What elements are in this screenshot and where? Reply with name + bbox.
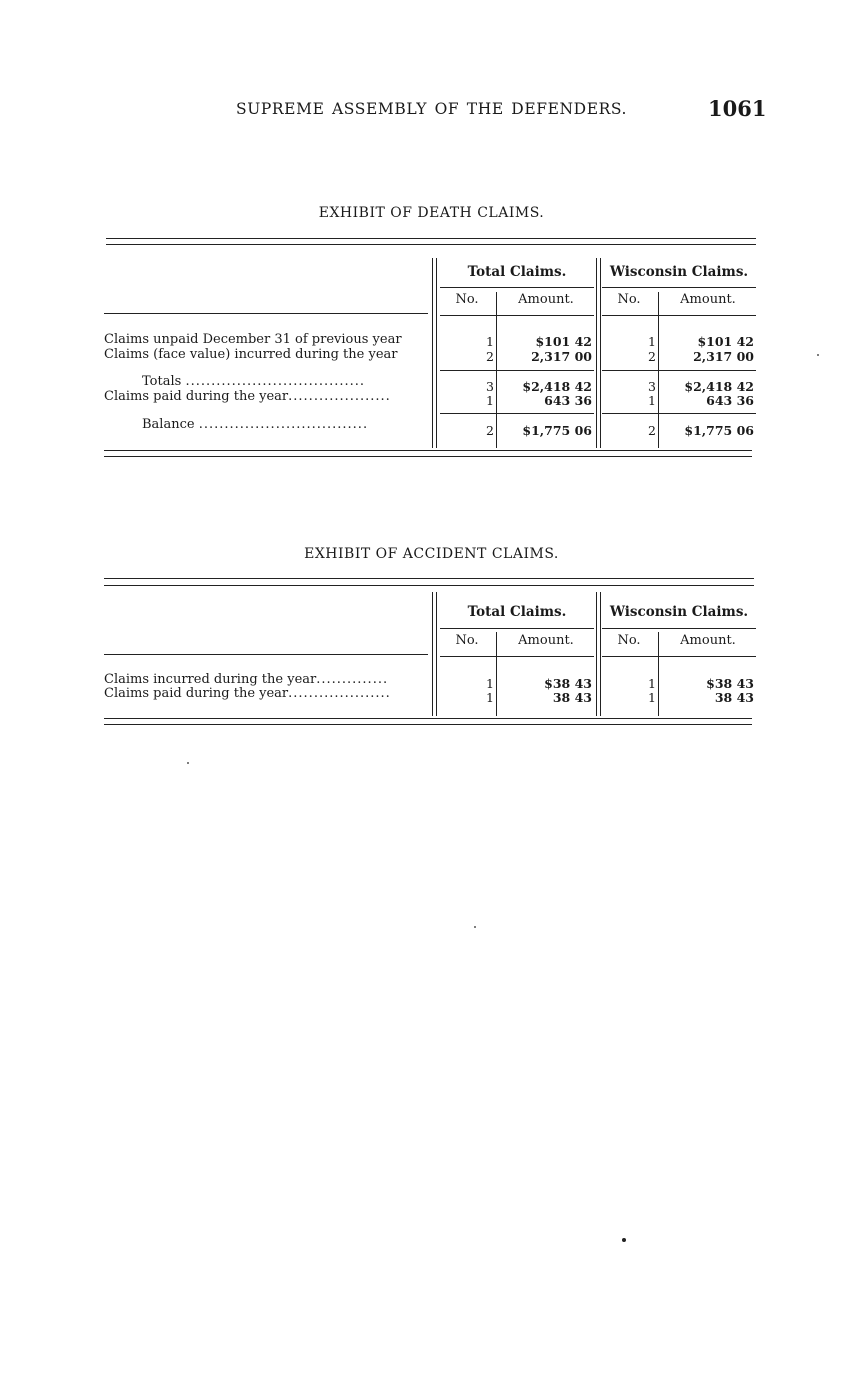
accident-group-wis-rule [602, 628, 756, 629]
accident-group-total-rule [440, 628, 594, 629]
death-row-total-no: 2 [486, 349, 494, 364]
leader-dots: .................... [288, 686, 391, 701]
death-group-wisconsin: Wisconsin Claims. [609, 264, 749, 280]
death-vline-label-b [436, 258, 437, 448]
death-group-total: Total Claims. [467, 264, 567, 280]
accident-row-total-no: 1 [486, 690, 494, 705]
accident-total-head-rule [440, 656, 594, 657]
scan-speck [817, 354, 819, 356]
death-bottom-rule-1 [104, 450, 752, 451]
death-balance-label [104, 417, 430, 432]
accident-vline-label-a [432, 592, 433, 716]
death-balance-rule-wis [602, 413, 756, 414]
death-col-total-amount: Amount. [518, 292, 574, 307]
death-vline-group-b [600, 258, 601, 448]
death-wis-head-rule [602, 315, 756, 316]
death-vline-label-a [432, 258, 433, 448]
death-label-head-rule [104, 313, 428, 314]
death-group-total-rule [440, 287, 594, 288]
death-row-wis-amount: 643 36 [706, 393, 754, 408]
death-row-wis-amount: $1,775 06 [684, 423, 754, 438]
death-row-wis-no: 1 [648, 393, 656, 408]
accident-row-total-amount: $38 43 [544, 676, 592, 691]
death-row-label: Claims unpaid December 31 of previous year [104, 332, 402, 347]
running-header [0, 96, 863, 126]
death-row-total-no: 3 [486, 379, 494, 394]
scan-speck [187, 762, 189, 764]
death-row-wis-no: 1 [648, 334, 656, 349]
death-row-wis-amount: $2,418 42 [684, 379, 754, 394]
accident-row-total-no: 1 [486, 676, 494, 691]
death-exhibit-title: EXHIBIT OF DEATH CLAIMS. [318, 205, 545, 221]
death-top-rule-1 [106, 238, 756, 239]
accident-wis-head-rule [602, 656, 756, 657]
death-total-head-rule [440, 315, 594, 316]
leader-dots: ................................... [185, 374, 366, 389]
accident-row-wis-amount: $38 43 [706, 676, 754, 691]
accident-row-wis-no: 1 [648, 676, 656, 691]
death-row-total-amount: $2,418 42 [522, 379, 592, 394]
death-col-wis-no: No. [617, 292, 641, 307]
death-subtotal-rule-total [440, 370, 594, 371]
accident-bottom-rule-1 [104, 718, 752, 719]
death-vline-group-a [596, 258, 597, 448]
accident-incurred-text: Claims incurred during the year [104, 672, 317, 687]
death-totals-label [104, 374, 430, 389]
death-row-total-amount: $1,775 06 [522, 423, 592, 438]
accident-vline-group-a [596, 592, 597, 716]
accident-vline-group-b [600, 592, 601, 716]
death-row-label: Claims (face value) incurred during the year [104, 347, 398, 362]
running-title: SUPREME ASSEMBLY OF THE DEFENDERS. [236, 100, 628, 118]
death-row-wis-amount: 2,317 00 [693, 349, 754, 364]
accident-col-wis-amount: Amount. [680, 633, 736, 648]
death-paid-label [104, 389, 430, 404]
death-row-total-amount: 2,317 00 [531, 349, 592, 364]
accident-group-wisconsin: Wisconsin Claims. [609, 604, 749, 620]
accident-label-head-rule [104, 654, 428, 655]
leader-dots: ................................. [198, 417, 369, 432]
death-bottom-rule-2 [104, 456, 752, 457]
death-row-total-no: 2 [486, 423, 494, 438]
accident-exhibit-title: EXHIBIT OF ACCIDENT CLAIMS. [304, 546, 559, 562]
accident-top-rule-2 [104, 585, 754, 586]
scan-speck [622, 1238, 626, 1242]
accident-vline-wis [658, 632, 659, 716]
leader-dots: .................... [288, 389, 391, 404]
death-row-wis-amount: $101 42 [697, 334, 754, 349]
accident-row-total-amount: 38 43 [552, 690, 592, 705]
death-row-wis-no: 2 [648, 423, 656, 438]
death-row-total-amount: $101 42 [535, 334, 592, 349]
leader-dots: .............. [316, 672, 389, 687]
accident-col-wis-no: No. [617, 633, 641, 648]
accident-row-wis-no: 1 [648, 690, 656, 705]
death-row-total-no: 1 [486, 393, 494, 408]
death-row-total-no: 1 [486, 334, 494, 349]
accident-col-total-no: No. [455, 633, 479, 648]
accident-group-total: Total Claims. [467, 604, 567, 620]
accident-top-rule-1 [104, 578, 754, 579]
death-col-total-no: No. [455, 292, 479, 307]
death-totals-text: Totals [142, 374, 182, 389]
death-col-wis-amount: Amount. [680, 292, 736, 307]
death-top-rule-2 [106, 244, 756, 245]
death-row-wis-no: 2 [648, 349, 656, 364]
accident-row-wis-amount: 38 43 [714, 690, 754, 705]
death-subtotal-rule-wis [602, 370, 756, 371]
scan-speck [474, 926, 476, 928]
accident-paid-label [104, 686, 430, 701]
page-number: 1061 [708, 96, 767, 121]
accident-vline-label-b [436, 592, 437, 716]
death-row-wis-no: 3 [648, 379, 656, 394]
death-row-total-amount: 643 36 [544, 393, 592, 408]
death-balance-rule-total [440, 413, 594, 414]
accident-paid-text: Claims paid during the year [104, 686, 289, 701]
death-group-wis-rule [602, 287, 756, 288]
death-paid-text: Claims paid during the year [104, 389, 289, 404]
accident-vline-total [496, 632, 497, 716]
accident-bottom-rule-2 [104, 724, 752, 725]
accident-col-total-amount: Amount. [518, 633, 574, 648]
death-balance-text: Balance [142, 417, 195, 432]
accident-incurred-label [104, 672, 430, 687]
